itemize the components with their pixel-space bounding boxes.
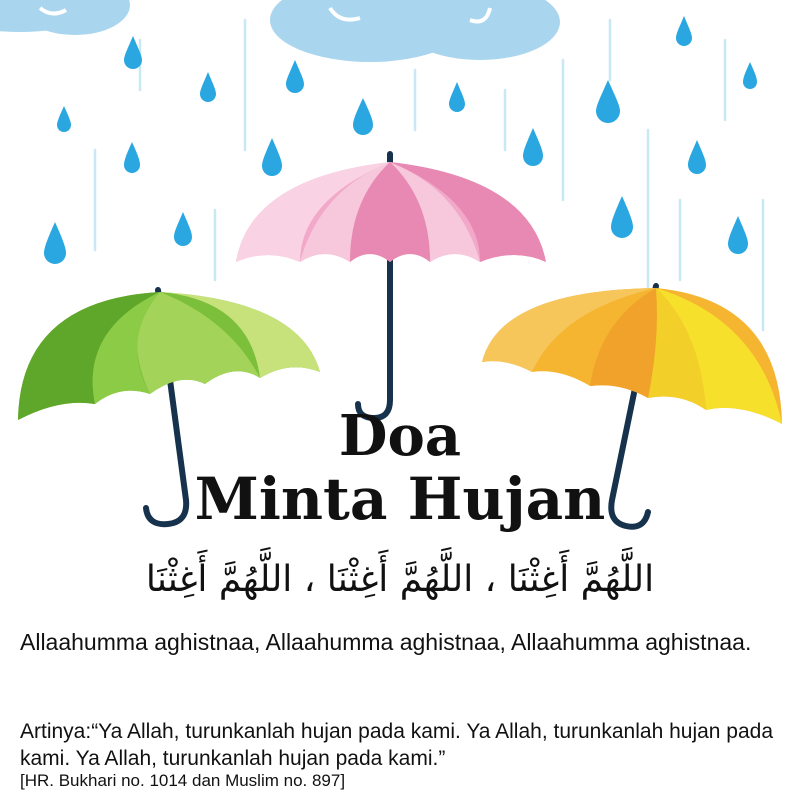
- umbrella-pink: [236, 154, 546, 418]
- translation: Artinya:“Ya Allah, turunkanlah hujan pada kami. Ya Allah, turunkanlah hujan pada kami. Ya Allah, turunkanlah hujan pada kami.”: [20, 720, 774, 770]
- title-line-2: Minta Hujan: [194, 465, 606, 533]
- cloud-right: [270, 0, 560, 62]
- arabic-prayer: اللَّهُمَّ أَغِثْنَا ، اللَّهُمَّ أَغِثْنَا ، اللَّهُمَّ أَغِثْنَا: [145, 559, 655, 600]
- title-line-1: Doa: [338, 403, 462, 469]
- cloud-left: [0, 0, 130, 35]
- transliteration: Allaahumma aghistnaa, Allaahumma aghistnaa, Allaahumma aghistnaa.: [20, 629, 752, 655]
- hadith-source: [HR. Bukhari no. 1014 dan Muslim no. 897]: [20, 771, 346, 790]
